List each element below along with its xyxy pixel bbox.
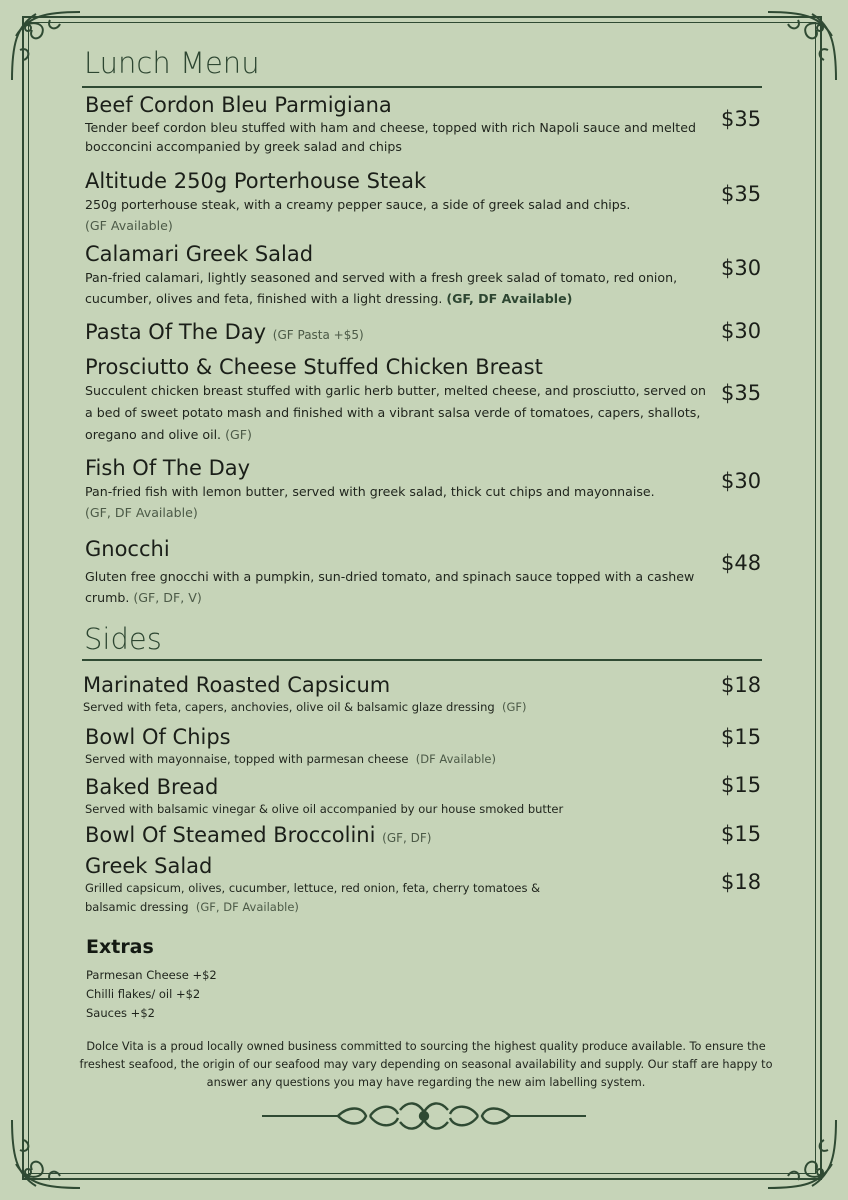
item-price: $35	[721, 381, 762, 405]
side-name: Greek Salad	[85, 854, 213, 878]
menu-item	[85, 319, 715, 348]
side-item	[85, 822, 715, 851]
item-price: $30	[721, 469, 762, 493]
item-description: Gluten free gnocchi with a pumpkin, sun-dried tomato, and spinach sauce topped with a cashew crumb. (GF, DF, V)	[85, 569, 695, 605]
side-name: Bowl Of Chips	[85, 725, 231, 749]
item-description: Succulent chicken breast stuffed with garlic herb butter, melted cheese, and prosciutto, served on a bed of sweet potato mash and finished with a vibrant salsa verde of tomatoes, capers, shallots, oregano and olive oil. (GF)	[85, 383, 707, 442]
item-description: Tender beef cordon bleu stuffed with ham and cheese, topped with rich Napoli sauce and melted bocconcini accompanied by greek salad and chips	[85, 120, 696, 154]
item-price: $35	[721, 182, 762, 206]
sides-title: Sides	[84, 622, 162, 656]
corner-flourish-icon	[6, 1114, 86, 1194]
side-description: Served with mayonnaise, topped with parmesan cheese (DF Available)	[85, 752, 496, 766]
item-name: Beef Cordon Bleu Parmigiana	[85, 93, 392, 117]
side-price: $15	[721, 773, 762, 797]
ornament-divider-icon	[258, 1096, 590, 1136]
dietary-tag: (GF, DF Available)	[446, 291, 573, 306]
side-item	[85, 724, 715, 769]
dietary-tag: (GF)	[501, 700, 527, 714]
corner-flourish-icon	[762, 1114, 842, 1194]
item-price: $30	[721, 319, 762, 343]
side-price: $18	[721, 673, 762, 697]
item-name: Prosciutto & Cheese Stuffed Chicken Breast	[85, 355, 543, 379]
side-name: Bowl Of Steamed Broccolini (GF, DF)	[85, 823, 432, 847]
menu-item	[85, 536, 715, 608]
side-name: Marinated Roasted Capsicum	[83, 673, 391, 697]
extra-item: Chilli flakes/ oil +$2	[86, 987, 201, 1001]
extra-item: Parmesan Cheese +$2	[86, 968, 217, 982]
dietary-tag: (GF Pasta +$5)	[272, 328, 364, 342]
corner-flourish-icon	[6, 6, 86, 86]
item-name: Gnocchi	[85, 537, 170, 561]
side-name: Baked Bread	[85, 775, 219, 799]
item-price: $30	[721, 256, 762, 280]
dietary-tag: (DF Available)	[415, 752, 496, 766]
menu-item	[85, 92, 715, 156]
side-item	[85, 853, 575, 917]
item-name: Calamari Greek Salad	[85, 242, 314, 266]
side-price: $18	[721, 870, 762, 894]
side-item	[85, 774, 715, 819]
item-description: Pan-fried calamari, lightly seasoned and served with a fresh greek salad of tomato, red onion, cucumber, olives and feta, finished with a light dressing. (GF, DF Available)	[85, 270, 678, 306]
dietary-tag: (GF, DF)	[382, 831, 432, 845]
side-description: Grilled capsicum, olives, cucumber, lettuce, red onion, feta, cherry tomatoes & balsamic dressing (GF, DF Available)	[85, 881, 541, 914]
item-description: 250g porterhouse steak, with a creamy pepper sauce, a side of greek salad and chips. (GF Available)	[85, 197, 631, 233]
item-name: Fish Of The Day	[85, 456, 251, 480]
menu-item	[85, 455, 715, 523]
item-price: $48	[721, 551, 762, 575]
dietary-tag: (GF, DF, V)	[133, 590, 202, 605]
item-description: Pan-fried fish with lemon butter, served with greek salad, thick cut chips and mayonnaise. (GF, DF Available)	[85, 484, 655, 520]
item-name: Pasta Of The Day (GF Pasta +$5)	[85, 320, 364, 344]
title-rule	[82, 86, 762, 88]
page-title: Lunch Menu	[84, 46, 260, 80]
side-item	[83, 672, 713, 717]
corner-flourish-icon	[762, 6, 842, 86]
extra-item: Sauces +$2	[86, 1006, 155, 1020]
extras-list	[86, 966, 217, 1023]
dietary-tag: (GF Available)	[85, 218, 173, 233]
item-name: Altitude 250g Porterhouse Steak	[85, 169, 427, 193]
dietary-tag: (GF, DF Available)	[195, 900, 299, 914]
menu-item	[85, 241, 715, 309]
side-description: Served with feta, capers, anchovies, olive oil & balsamic glaze dressing (GF)	[83, 700, 527, 714]
item-price: $35	[721, 107, 762, 131]
footer-note: Dolce Vita is a proud locally owned business committed to sourcing the highest quality produce available. To ensure the freshest seafood, the origin of our seafood may vary depending on seasonal availability and supply. Our staff are happy to answer any questions you may have regarding the new aim labelling system.	[79, 1040, 773, 1089]
menu-item	[85, 354, 715, 446]
side-price: $15	[721, 822, 762, 846]
dietary-tag: (GF)	[225, 427, 252, 442]
menu-item	[85, 168, 715, 236]
side-price: $15	[721, 725, 762, 749]
side-description: Served with balsamic vinegar & olive oil accompanied by our house smoked butter	[85, 802, 564, 816]
extras-title: Extras	[86, 936, 154, 958]
sides-rule	[82, 659, 762, 661]
dietary-tag: (GF, DF Available)	[85, 505, 198, 520]
